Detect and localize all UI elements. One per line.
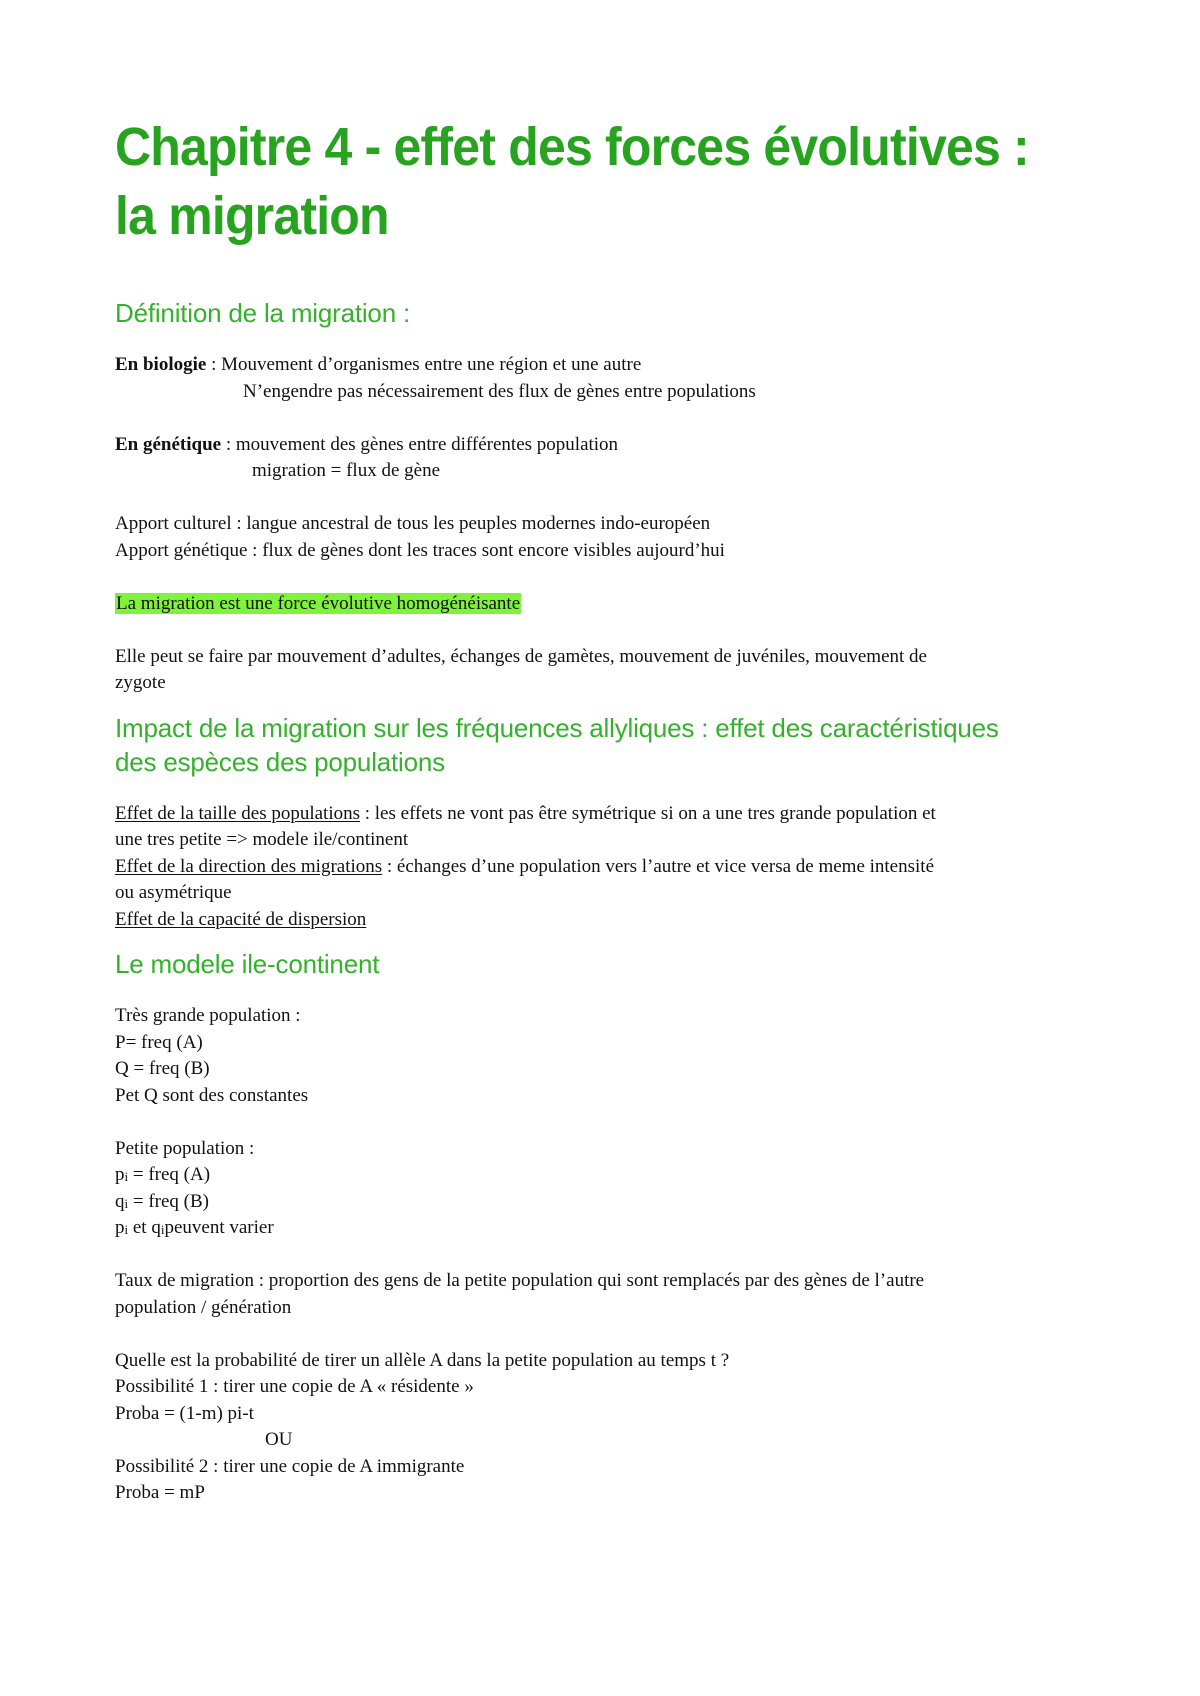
cultural-contribution-line: Apport culturel : langue ancestral de tous les peuples modernes indo-européen (115, 513, 711, 534)
probability-block (115, 1348, 1095, 1507)
biology-definition-line-1 (115, 352, 1095, 379)
direction-effect-label: Effet de la direction des migrations (115, 855, 383, 877)
impact-title-spacing (115, 779, 1095, 801)
constants-line: Pet Q sont des constantes (115, 1084, 309, 1106)
definition-section-title: Définition de la migration : (115, 298, 410, 328)
page-title (115, 112, 1095, 250)
paragraph-spacing-3 (115, 564, 1095, 591)
model-section-title: Le modele ile-continent (115, 949, 380, 979)
possibility-2-line: Possibilité 2 : tirer une copie de A immigrante (115, 1455, 465, 1477)
q-frequency-line: Q = freq (B) (115, 1058, 210, 1079)
highlighted-statement: La migration est une force évolutive homogénéisante (116, 592, 521, 614)
migration-modes-line-1: Elle peut se faire par mouvement d’adultes, échanges de gamètes, mouvement de juvéniles, mouvement de (115, 645, 927, 667)
direction-effect-line-2: ou asymétrique (115, 882, 232, 903)
qi-prefix: q (115, 1190, 125, 1212)
qi-frequency-line (115, 1189, 1095, 1216)
probability-1-line: Proba = (1-m) pi-t (115, 1402, 254, 1424)
large-population-title: Très grande population : (115, 1005, 301, 1026)
variable-suffix: peuvent varier (164, 1217, 274, 1238)
model-section-spacing-before (115, 933, 1095, 947)
model-title-spacing (115, 981, 1095, 1003)
migration-rate-paragraph (115, 1268, 1095, 1321)
direction-effect-text-1: : échanges d’une population vers l’autre et vice versa de meme intensité (382, 855, 935, 877)
probability-2-line: Proba = mP (115, 1482, 205, 1503)
definition-title-spacing (115, 330, 1095, 352)
migration-rate-line-1: Taux de migration : proportion des gens de la petite population qui sont remplacés par des gènes de l’autre (115, 1270, 925, 1291)
large-population-block (115, 1003, 1095, 1109)
highlighted-statement-paragraph (115, 591, 1095, 618)
variable-q-subscript: i (160, 1222, 165, 1237)
possibility-1-line: Possibilité 1 : tirer une copie de A « résidente » (115, 1376, 474, 1397)
variable-frequencies-line (115, 1215, 1095, 1242)
genetics-text-line-1: : mouvement des gènes entre différentes population (221, 433, 619, 455)
impact-section-title (115, 711, 1095, 779)
genetics-definition (115, 432, 1095, 485)
qi-subscript: i (124, 1195, 129, 1211)
size-effect-text-1: : les effets ne vont pas être symétrique si on a une tres grande population et (360, 802, 936, 824)
paragraph-spacing-2 (115, 485, 1095, 512)
pi-subscript: i (124, 1169, 129, 1184)
direction-effect-line-1 (115, 854, 1095, 881)
size-effect-line-2: une tres petite => modele ile/continent (115, 829, 409, 850)
migration-rate-line-2: population / génération (115, 1296, 292, 1318)
biology-text-line-1: : Mouvement d’organismes entre une région et une autre (206, 354, 642, 375)
genetic-contribution-line: Apport génétique : flux de gènes dont les traces sont encore visibles aujourd’hui (115, 539, 725, 561)
p-frequency-line: P= freq (A) (115, 1031, 203, 1053)
impact-title-line-2: des espèces des populations (115, 746, 445, 777)
variable-middle: et q (128, 1217, 161, 1238)
title-line-1: Chapitre 4 - effet des forces évolutives : (115, 116, 1029, 177)
genetics-definition-line-2: migration = flux de gène (252, 460, 440, 481)
biology-definition (115, 352, 1095, 405)
genetics-definition-line-1 (115, 432, 1095, 459)
probability-question: Quelle est la probabilité de tirer un allèle A dans la petite population au temps t ? (115, 1349, 730, 1371)
migration-contributions (115, 511, 1095, 564)
biology-definition-line-2: N’engendre pas nécessairement des flux de gènes entre populations (243, 380, 756, 402)
size-effect-line-1 (115, 801, 1095, 828)
small-population-title: Petite population : (115, 1137, 255, 1159)
variable-p-subscript: i (124, 1222, 129, 1237)
title-line-2: la migration (115, 185, 389, 246)
document-content (115, 112, 1095, 1507)
paragraph-spacing-6 (115, 1242, 1095, 1269)
dispersion-effect-label: Effet de la capacité de dispersion (115, 908, 367, 930)
pi-frequency-line (115, 1162, 1095, 1189)
variable-p: p (115, 1217, 125, 1238)
genetics-label: En génétique (115, 433, 222, 455)
impact-list (115, 801, 1095, 934)
biology-label: En biologie (115, 354, 207, 375)
qi-suffix: = freq (B) (128, 1190, 210, 1212)
small-population-block (115, 1136, 1095, 1242)
paragraph-spacing-7 (115, 1321, 1095, 1348)
impact-title-line-1: Impact de la migration sur les fréquences allyliques : effet des caractéristiques (115, 712, 999, 743)
paragraph-spacing-5 (115, 1109, 1095, 1136)
paragraph-spacing-4 (115, 617, 1095, 644)
migration-modes-paragraph (115, 644, 1095, 697)
size-effect-label: Effet de la taille des populations (115, 802, 360, 824)
paragraph-spacing-1 (115, 405, 1095, 432)
pi-suffix: = freq (A) (128, 1164, 211, 1185)
impact-section-spacing-before (115, 697, 1095, 711)
pi-prefix: p (115, 1164, 125, 1185)
or-line: OU (265, 1429, 293, 1450)
migration-modes-line-2: zygote (115, 672, 166, 693)
